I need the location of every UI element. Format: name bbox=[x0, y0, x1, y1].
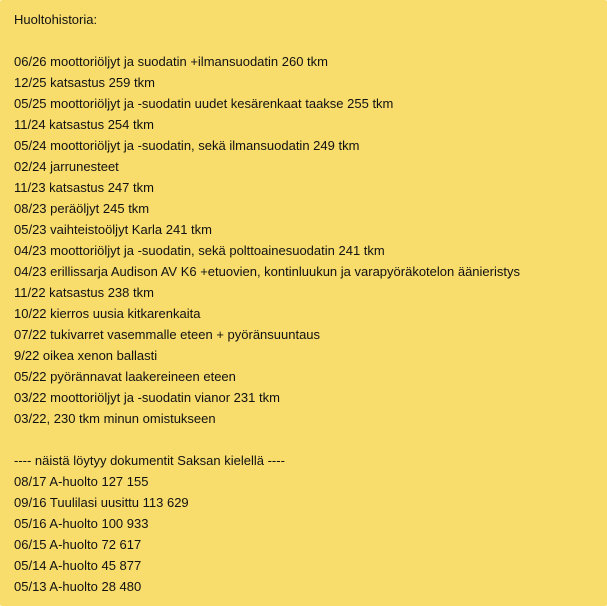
history-entry: 06/26 moottoriöljyt ja suodatin +ilmansuodatin 260 tkm bbox=[14, 54, 328, 69]
blank-line bbox=[14, 429, 607, 450]
history-entry: 05/23 vaihteistoöljyt Karla 241 tkm bbox=[14, 222, 212, 237]
history-entry: 03/22, 230 tkm minun omistukseen bbox=[14, 411, 216, 426]
history-entry: 05/24 moottoriöljyt ja -suodatin, sekä ilmansuodatin 249 tkm bbox=[14, 138, 360, 153]
history-entry: 04/23 erillissarja Audison AV K6 +etuovien, kontinluukun ja varapyöräkotelon äänieristys bbox=[14, 264, 520, 279]
history-entry: 02/24 jarrunesteet bbox=[14, 159, 119, 174]
german-history-entry: 08/17 A-huolto 127 155 bbox=[14, 474, 149, 489]
history-entry: 12/25 katsastus 259 tkm bbox=[14, 75, 155, 90]
history-entry: 05/22 pyörännavat laakereineen eteen bbox=[14, 369, 236, 384]
history-entry: 11/22 katsastus 238 tkm bbox=[14, 285, 154, 300]
history-entry: 03/22 moottoriöljyt ja -suodatin vianor 231 tkm bbox=[14, 390, 280, 405]
note-title: Huoltohistoria: bbox=[14, 12, 98, 27]
history-entry: 07/22 tukivarret vasemmalle eteen + pyöränsuuntaus bbox=[14, 327, 321, 342]
section-divider: ---- näistä löytyy dokumentit Saksan kielellä ---- bbox=[14, 453, 285, 468]
history-entry: 11/24 katsastus 254 tkm bbox=[14, 117, 154, 132]
history-entry: 05/25 moottoriöljyt ja -suodatin uudet kesärenkaat taakse 255 tkm bbox=[14, 96, 394, 111]
german-history-entry: 09/16 Tuulilasi uusittu 113 629 bbox=[14, 495, 189, 510]
history-entry: 10/22 kierros uusia kitkarenkaita bbox=[14, 306, 201, 321]
history-entry: 11/23 katsastus 247 tkm bbox=[14, 180, 154, 195]
history-entry: 04/23 moottoriöljyt ja -suodatin, sekä polttoainesuodatin 241 tkm bbox=[14, 243, 385, 258]
blank-line bbox=[14, 30, 607, 51]
german-history-entry: 06/15 A-huolto 72 617 bbox=[14, 537, 142, 552]
history-entry: 9/22 oikea xenon ballasti bbox=[14, 348, 158, 363]
german-history-entry: 05/16 A-huolto 100 933 bbox=[14, 516, 149, 531]
german-history-entry: 05/14 A-huolto 45 877 bbox=[14, 558, 142, 573]
history-entry: 08/23 peräöljyt 245 tkm bbox=[14, 201, 150, 216]
german-history-entry: 05/13 A-huolto 28 480 bbox=[14, 579, 142, 594]
